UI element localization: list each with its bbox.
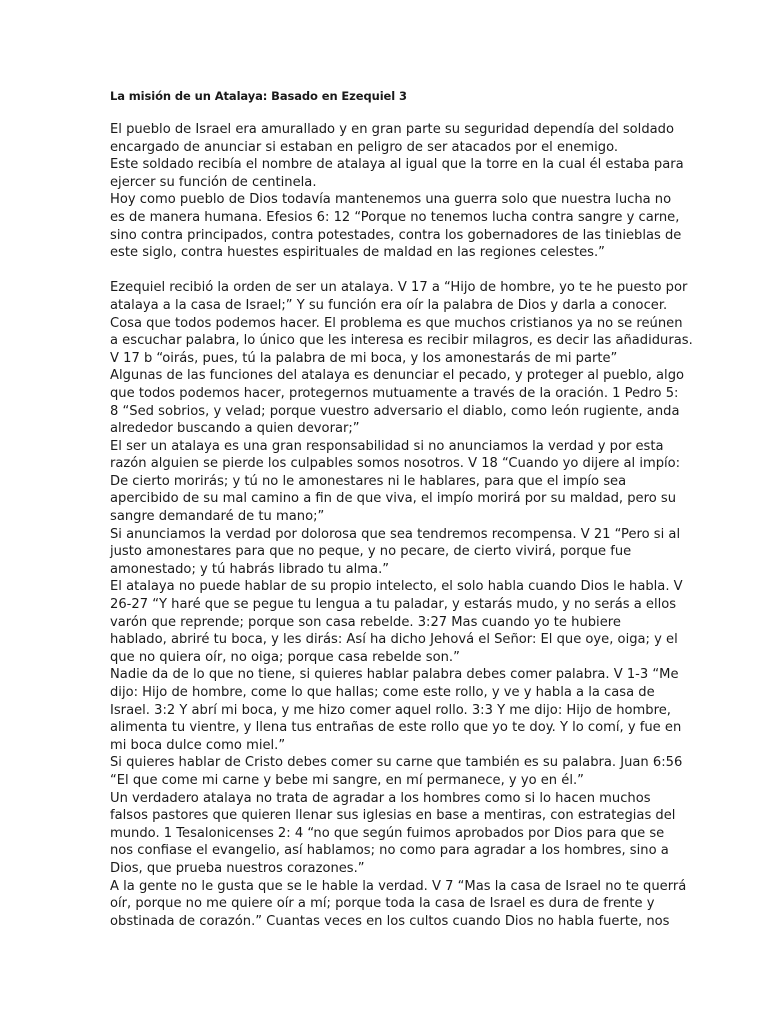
text-line: “El que come mi carne y bebe mi sangre, en mí permanece, y yo en él.” <box>110 772 584 788</box>
text-line: a escuchar palabra, lo único que les interesa es recibir milagros, es decir las añadiduras. <box>110 333 693 349</box>
text-line: oír, porque no me quiere oír a mí; porque toda la casa de Israel es dura de frente y <box>110 896 655 912</box>
text-line: El ser un atalaya es una gran responsabilidad si no anunciamos la verdad y por esta <box>110 438 664 454</box>
text-line: amonestado; y tú habrás librado tu alma.” <box>110 561 390 577</box>
text-line: El pueblo de Israel era amurallado y en gran parte su seguridad dependía del soldado <box>110 122 674 137</box>
text-line: mundo. 1 Tesalonicenses 2: 4 “no que según fuimos aprobados por Dios para que se <box>110 825 665 841</box>
text-line: alimenta tu vientre, y llena tus entrañas de este rollo que yo te doy. Y lo comí, y fue en <box>110 720 682 736</box>
text-line: V 17 b “oirás, pues, tú la palabra de mi boca, y los amonestarás de mi parte” <box>110 350 618 366</box>
text-line: mi boca dulce como miel.” <box>110 737 286 753</box>
text-line: Este soldado recibía el nombre de atalaya al igual que la torre en la cual él estaba para <box>110 157 684 173</box>
text-line: varón que reprende; porque son casa rebelde. 3:27 Mas cuando yo te hubiere <box>110 614 621 630</box>
text-line: encargado de anunciar si estaban en peligro de ser atacados por el enemigo. <box>110 139 619 155</box>
text-line: justo amonestares para que no peque, y no pecare, de cierto vivirá, porque fue <box>110 544 632 560</box>
text-line: atalaya a la casa de Israel;” Y su función era oír la palabra de Dios y darla a conocer. <box>110 297 668 313</box>
text-line: alrededor buscando a quien devorar;” <box>110 421 360 437</box>
text-line: que no quiera oír, no oiga; porque casa rebelde son.” <box>110 649 460 665</box>
text-line: ejercer su función de centinela. <box>110 174 317 190</box>
text-line: Dios, que prueba nuestros corazones.” <box>110 860 365 876</box>
text-line: sangre demandaré de tu mano;” <box>110 509 325 525</box>
text-line: A la gente no le gusta que se le hable la verdad. V 7 “Mas la casa de Israel no te querrá <box>110 878 687 894</box>
text-line: obstinada de corazón.” Cuantas veces en los cultos cuando Dios no habla fuerte, nos <box>110 913 670 929</box>
text-line: 8 “Sed sobrios, y velad; porque vuestro adversario el diablo, como león rugiente, anda <box>110 403 680 419</box>
text-line: sino contra principados, contra potestades, contra los gobernadores de las tinieblas de <box>110 227 682 243</box>
text-line: Si anunciamos la verdad por dolorosa que sea tendremos recompensa. V 21 “Pero si al <box>110 526 681 542</box>
document-title: La misión de un Atalaya: Basado en Ezequiel 3 <box>110 89 407 103</box>
text-line: este siglo, contra huestes espirituales de maldad en las regiones celestes.” <box>110 245 605 261</box>
text-line: es de manera humana. Efesios 6: 12 “Porque no tenemos lucha contra sangre y carne, <box>110 209 680 225</box>
text-line: falsos pastores que quieren llenar sus iglesias en base a mentiras, con estrategias del <box>110 808 676 824</box>
text-line: Hoy como pueblo de Dios todavía mantenemos una guerra solo que nuestra lucha no <box>110 192 672 208</box>
text-line: Un verdadero atalaya no trata de agradar a los hombres como si lo hacen muchos <box>110 790 651 806</box>
text-line: nos confiase el evangelio, así hablamos; no como para agradar a los hombres, sino a <box>110 843 669 859</box>
text-line: El atalaya no puede hablar de su propio intelecto, el solo habla cuando Dios le habla. V <box>110 579 683 595</box>
text-line: dijo: Hijo de hombre, come lo que hallas; come este rollo, y ve y habla a la casa de <box>110 685 655 700</box>
text-line: Si quieres hablar de Cristo debes comer su carne que también es su palabra. Juan 6:56 <box>110 755 683 771</box>
text-line: apercibido de su mal camino a fin de que viva, el impío morirá por su maldad, pero su <box>110 491 676 507</box>
text-line: De cierto morirás; y tú no le amonestares ni le hablares, para que el impío sea <box>110 473 627 489</box>
text-line: Ezequiel recibió la orden de ser un atalaya. V 17 a “Hijo de hombre, yo te he puesto por <box>110 280 688 296</box>
text-line: Cosa que todos podemos hacer. El problema es que muchos cristianos ya no se reúnen <box>110 315 683 331</box>
text-line: Israel. 3:2 Y abrí mi boca, y me hizo comer aquel rollo. 3:3 Y me dijo: Hijo de hombre, <box>110 702 671 718</box>
text-line: razón alguien se pierde los culpables somos nosotros. V 18 “Cuando yo dijere al impío: <box>110 456 681 472</box>
text-line: 26-27 “Y haré que se pegue tu lengua a tu paladar, y estarás mudo, y no serás a ellos <box>110 597 677 613</box>
text-line: Nadie da de lo que no tiene, si quieres hablar palabra debes comer palabra. V 1-3 “Me <box>110 667 679 683</box>
text-line: que todos podemos hacer, protegernos mutuamente a través de la oración. 1 Pedro 5: <box>110 385 679 401</box>
blank-line <box>110 262 722 280</box>
text-line: hablado, abriré tu boca, y les dirás: Así ha dicho Jehová el Señor: El que oye, oiga; y el <box>110 632 678 648</box>
text-line: Algunas de las funciones del atalaya es denunciar el pecado, y proteger al pueblo, algo <box>110 368 685 384</box>
document-body <box>110 121 722 930</box>
